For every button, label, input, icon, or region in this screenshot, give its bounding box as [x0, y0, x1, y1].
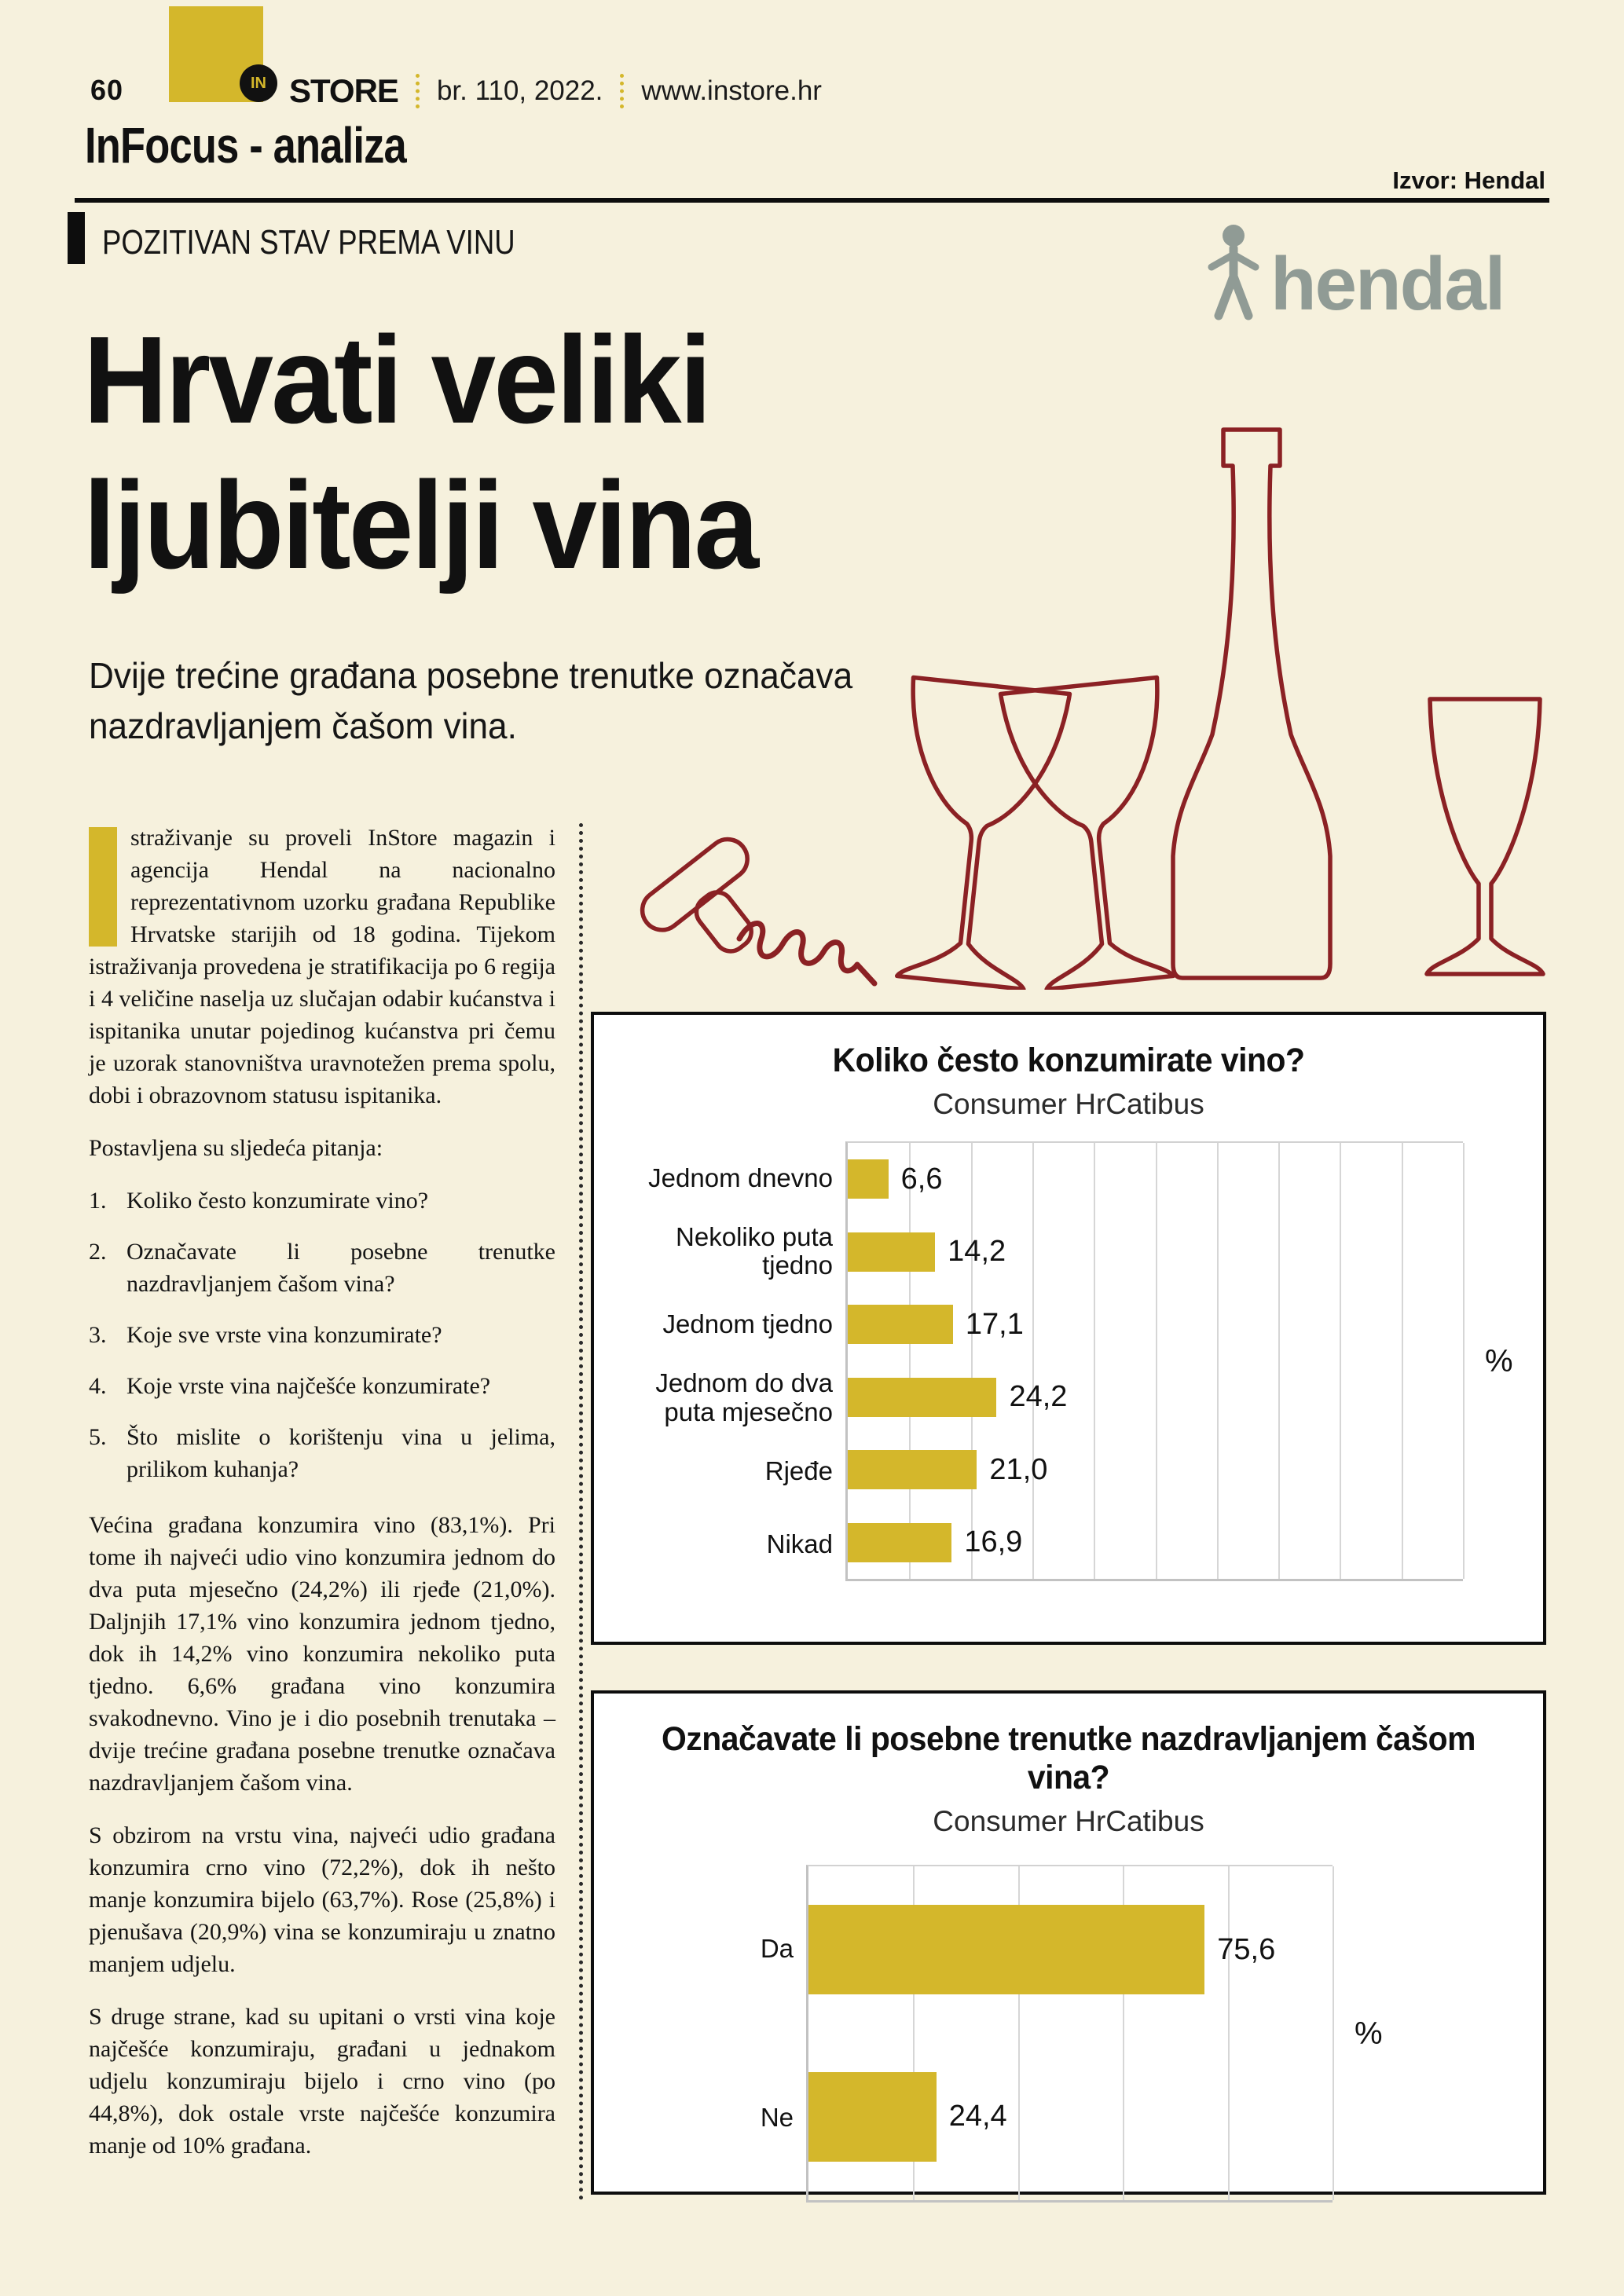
chart-subtitle: Consumer HrCatibus	[933, 1088, 1204, 1120]
hendal-logo	[1198, 222, 1552, 331]
bar	[848, 1450, 977, 1489]
category-label: Nekoliko puta tjedno	[676, 1221, 833, 1280]
question-text: Koliko često konzumirate vino?	[126, 1188, 429, 1214]
website-link[interactable]: www.instore.hr	[641, 75, 822, 106]
bar-value-label: 17,1	[965, 1307, 1024, 1341]
dropcap-letter-i	[89, 827, 117, 947]
chart-unit-label: %	[1355, 2016, 1383, 2051]
instore-logo-text: STORE	[289, 72, 398, 109]
gridline	[1463, 1143, 1465, 1579]
chart-title: Koliko često konzumirate vino?	[832, 1042, 1305, 1079]
bar	[808, 2072, 937, 2162]
article-body-column	[89, 822, 555, 2182]
chart-toast-moments	[591, 1690, 1546, 2195]
bar	[848, 1305, 953, 1344]
category-label: Nikad	[766, 1529, 833, 1559]
bar-value-label: 21,0	[989, 1452, 1048, 1486]
question-item	[89, 1236, 555, 1300]
hendal-person-icon	[1212, 225, 1256, 316]
bar-row	[848, 1216, 1463, 1289]
chart-plot	[610, 1141, 1527, 1581]
question-item	[89, 1370, 555, 1402]
question-text: Koje sve vrste vina konzumirate?	[126, 1322, 442, 1348]
source-label: Izvor: Hendal	[1392, 167, 1545, 194]
paragraph-1-text: straživanje su proveli InStore magazin i agencija Hendal na nacionalno reprezentativnom uzorku građana Republike Hrvatske starijih od 18 godina. Tijekom istraživanja provedena je stratifikacija po 6 regija i 4 veličine naselja uz slučajan odabir kućanstva i ispitanika unutar pojedinog kućanstva pri čemu je uzorak stanovništva uravnotežen prema spolu, dobi i obrazovnom statusu ispitanika.	[89, 825, 555, 1108]
dotted-column-divider	[579, 823, 583, 2201]
chart-subtitle: Consumer HrCatibus	[933, 1805, 1204, 1837]
dotted-separator	[620, 74, 624, 108]
question-number: 5.	[89, 1424, 107, 1450]
category-label: Da	[760, 1934, 794, 1964]
paragraph-2: Većina građana konzumira vino (83,1%). Pri tome ih najveći udio vino konzumira jednom do dva puta mjesečno (24,2%) ili rjeđe (21,0%). Daljnjih 17,1% vino konzumira jednom tjedno, dok ih 14,2% vino konzumira nekoliko puta tjedno. 6,6% građana vino konzumira svakodnevno. Vino je i dio posebnih trenutaka – dvije trećine građana posebne trenutke označava nazdravljanjem čašom vina.	[89, 1512, 555, 1796]
article-lead: Dvije trećine građana posebne trenutke označava nazdravljanjem čašom vina.	[89, 655, 853, 747]
wine-illustration	[593, 397, 1567, 990]
header-meta-row	[289, 72, 822, 110]
category-label: Rjeđe	[764, 1456, 833, 1485]
bar-row	[848, 1507, 1463, 1580]
bar-value-label: 6,6	[900, 1162, 943, 1196]
chart-bars-area	[806, 1865, 1333, 2203]
bar-row	[808, 2034, 1333, 2201]
champagne-flute-icon	[1427, 699, 1543, 974]
bar-value-label: 24,2	[1009, 1380, 1068, 1414]
paragraph-dropcap	[89, 822, 555, 1111]
bar-value-label: 75,6	[1217, 1932, 1276, 1966]
chart-category-labels	[610, 1865, 806, 2203]
wine-glasses-icon	[882, 678, 1188, 990]
instore-in-circle-icon: IN	[240, 64, 277, 102]
title-line-2: ljubitelji vina	[83, 456, 757, 595]
category-label: Jednom dnevno	[648, 1163, 833, 1192]
chart-category-labels	[610, 1141, 845, 1581]
wine-bottle-icon	[1173, 430, 1330, 978]
bar	[848, 1523, 951, 1562]
questions-intro: Postavljena su sljedeća pitanja:	[89, 1135, 383, 1161]
bar	[848, 1159, 889, 1199]
title-line-1: Hrvati veliki	[83, 311, 710, 449]
chart-wine-frequency	[591, 1012, 1546, 1645]
paragraph-3: S obzirom na vrstu vina, najveći udio građana konzumira crno vino (72,2%), dok ih nešto manje konzumira bijelo (63,7%). Rose (25,8%) i pjenušava (20,9%) vina se konzumiraju u znatno manjem udjelu.	[89, 1822, 555, 1977]
chart-title: Označavate li posebne trenutke nazdravljanjem čašom vina?	[661, 1720, 1476, 1796]
question-text: Što mislite o korištenju vina u jelima, prilikom kuhanja?	[126, 1424, 555, 1482]
kicker-bar	[68, 212, 85, 264]
question-number: 2.	[89, 1239, 107, 1265]
dotted-separator	[416, 74, 420, 108]
bar-value-label: 24,4	[948, 2100, 1007, 2133]
question-text: Koje vrste vina najčešće konzumirate?	[126, 1373, 491, 1399]
gridline	[1333, 1866, 1334, 2200]
chart-bars-area	[845, 1141, 1463, 1581]
question-number: 1.	[89, 1188, 107, 1214]
bar	[808, 1905, 1204, 1994]
corkscrew-icon	[635, 831, 874, 983]
page-number: 60	[90, 74, 124, 106]
section-title: InFocus - analiza	[85, 117, 406, 174]
category-label: Ne	[760, 2103, 794, 2133]
question-item	[89, 1185, 555, 1217]
category-label: Jednom do dva puta mjesečno	[655, 1368, 833, 1426]
bar	[848, 1378, 996, 1417]
question-number: 3.	[89, 1322, 107, 1348]
question-text: Označavate li posebne trenutke nazdravljanjem čašom vina?	[126, 1239, 555, 1297]
question-number: 4.	[89, 1373, 107, 1399]
paragraph-4: S druge strane, kad su upitani o vrsti vina koje najčešće konzumiraju, građani u jednakom udjelu konzumiraju bijelo i crno vino (po 44,8%), dok ostale vrste najčešće konzumira manje od 10% građana.	[89, 2004, 555, 2159]
bar-row	[848, 1143, 1463, 1216]
chart-unit-label: %	[1485, 1343, 1513, 1379]
bar-value-label: 16,9	[964, 1525, 1023, 1559]
bar	[848, 1232, 935, 1272]
issue-number: br. 110, 2022.	[436, 75, 603, 106]
bar-value-label: 14,2	[948, 1235, 1006, 1269]
bar-row	[848, 1434, 1463, 1507]
bar-row	[848, 1288, 1463, 1361]
hendal-logo-text: hendal	[1270, 242, 1505, 326]
bar-row	[808, 1866, 1333, 2034]
bar-row	[848, 1361, 1463, 1434]
chart-plot	[610, 1865, 1527, 2203]
question-item	[89, 1319, 555, 1351]
horizontal-rule	[75, 198, 1549, 203]
question-item	[89, 1421, 555, 1485]
kicker-text: POZITIVAN STAV PREMA VINU	[102, 223, 515, 262]
category-label: Jednom tjedno	[662, 1309, 833, 1339]
